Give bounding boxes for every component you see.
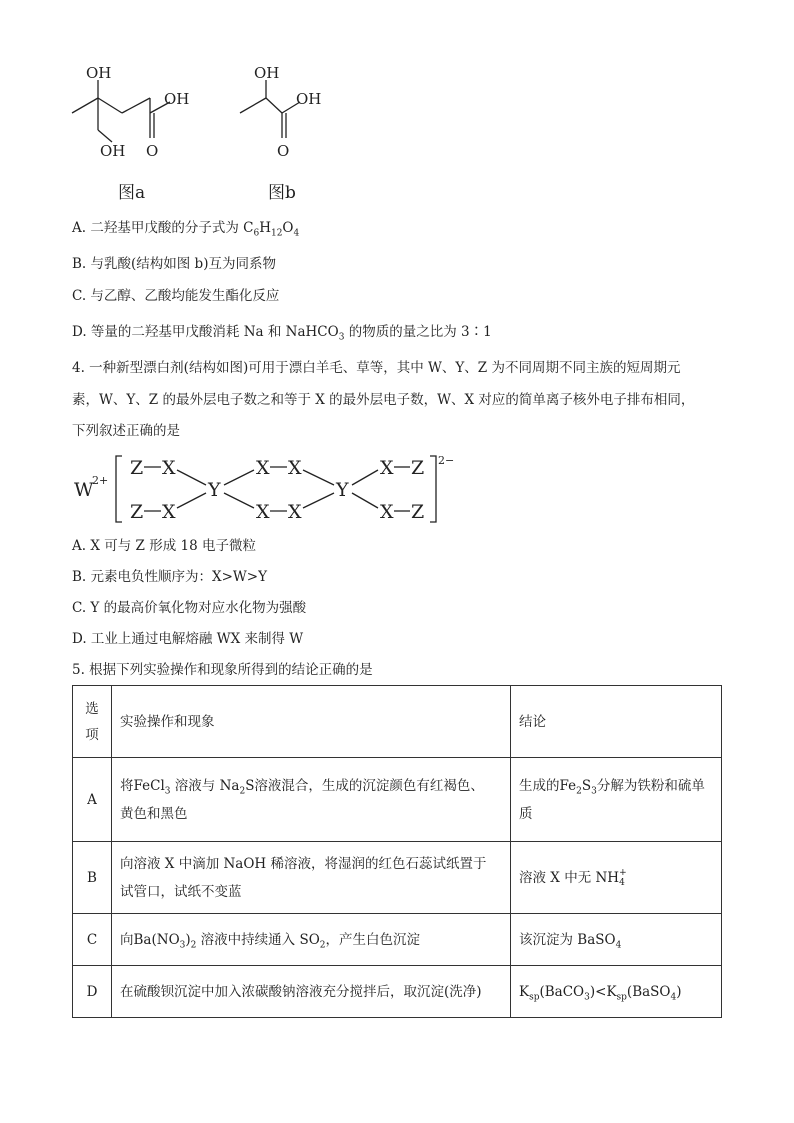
x5: X <box>256 501 270 523</box>
row-b-operation: 向溶液 X 中滴加 NaOH 稀溶液，将湿润的红色石蕊试纸置于 试管口，试纸不变蓝 <box>112 842 511 914</box>
q4-option-c: C. Y 的最高价氧化物对应水化物为强酸 <box>72 600 307 616</box>
q4-stem-line3: 下列叙述正确的是 <box>72 423 180 439</box>
cation-w: W <box>74 479 94 501</box>
row-d-operation: 在硫酸钡沉淀中加入浓碳酸钠溶液充分搅拌后，取沉淀(洗净) <box>112 966 511 1018</box>
x3: X <box>256 457 270 479</box>
figure-b-structure <box>230 58 340 168</box>
q3-option-b: B. 与乳酸(结构如图 b)互为同系物 <box>72 256 276 272</box>
header-option: 选项 <box>73 686 112 758</box>
z1: Z <box>130 457 144 479</box>
figure-b-oh-top: OH <box>254 64 280 82</box>
figure-a-oh-acid: OH <box>164 90 190 108</box>
row-a-operation: 将FeCl$_3$ 溶液与 $Na_2S$溶液混合，生成的沉淀颜色有红褐色、 黄色和黑色 <box>112 758 511 842</box>
z4: Z <box>411 501 425 523</box>
x1: X <box>162 457 176 479</box>
q3-option-a: A. 二羟基甲戊酸的分子式为 $C_6H_{12}O_4$ <box>72 220 300 239</box>
table-row <box>73 842 722 914</box>
x2: X <box>162 501 176 523</box>
anion-charge: 2− <box>438 454 455 467</box>
q4-option-d: D. 工业上通过电解熔融 WX 来制得 W <box>72 631 304 647</box>
figure-b-caption: 图b <box>268 183 296 203</box>
table-header-row <box>73 686 722 758</box>
figure-a-oh-top: OH <box>86 64 112 82</box>
row-b-conclusion: 溶液 X 中无 NH+ 4 <box>511 842 722 914</box>
row-a-conclusion: 生成的$Fe_2S_3$分解为铁粉和硫单 质 <box>511 758 722 842</box>
q4-stem-line1: 4. 一种新型漂白剂(结构如图)可用于漂白羊毛、草等，其中 W、Y、Z 为不同周期不同主族的短周期元 <box>72 360 681 376</box>
x4: X <box>288 457 302 479</box>
y2: Y <box>336 479 349 501</box>
row-d-conclusion: $K_{sp}(BaCO_3)<K_{sp}(BaSO_4)$ <box>511 966 722 1018</box>
q3-option-d: D. 等量的二羟基甲戊酸消耗 Na 和 NaHCO$_3$ 的物质的量之比为 3∶1 <box>72 324 492 343</box>
figure-a-caption: 图a <box>118 183 146 203</box>
figure-a-o: O <box>146 142 159 160</box>
table-row <box>73 914 722 966</box>
row-c-operation: 向$Ba(NO_3)_2$ 溶液中持续通入 $SO_2$，产生白色沉淀 <box>112 914 511 966</box>
figure-a-oh-bottom: OH <box>100 142 126 160</box>
z3: Z <box>411 457 425 479</box>
figure-b-oh-acid: OH <box>296 90 322 108</box>
table-row <box>73 966 722 1018</box>
row-d-label: D <box>73 966 112 1018</box>
header-operation: 实验操作和现象 <box>112 686 511 758</box>
table-row <box>73 758 722 842</box>
x6: X <box>288 501 302 523</box>
cation-charge: 2+ <box>92 474 109 487</box>
q5-table <box>72 685 722 1018</box>
x7: X <box>380 457 394 479</box>
z2: Z <box>130 501 144 523</box>
row-c-conclusion: 该沉淀为 BaSO$_4$ <box>511 914 722 966</box>
y1: Y <box>208 479 221 501</box>
q4-stem-line2: 素，W、Y、Z 的最外层电子数之和等于 X 的最外层电子数，W、X 对应的简单离子核外电子排布相同， <box>72 392 695 408</box>
q3-option-c: C. 与乙醇、乙酸均能发生酯化反应 <box>72 288 280 304</box>
figure-a-structure <box>60 58 210 168</box>
q4-option-a: A. X 可与 Z 形成 18 电子微粒 <box>72 538 256 554</box>
row-a-label: A <box>73 758 112 842</box>
row-b-label: B <box>73 842 112 914</box>
q5-stem: 5. 根据下列实验操作和现象所得到的结论正确的是 <box>72 662 373 678</box>
header-conclusion: 结论 <box>511 686 722 758</box>
q4-structure <box>70 448 470 528</box>
q4-option-b: B. 元素电负性顺序为：X>W>Y <box>72 569 268 585</box>
figure-b-o: O <box>277 142 290 160</box>
row-c-label: C <box>73 914 112 966</box>
x8: X <box>380 501 394 523</box>
